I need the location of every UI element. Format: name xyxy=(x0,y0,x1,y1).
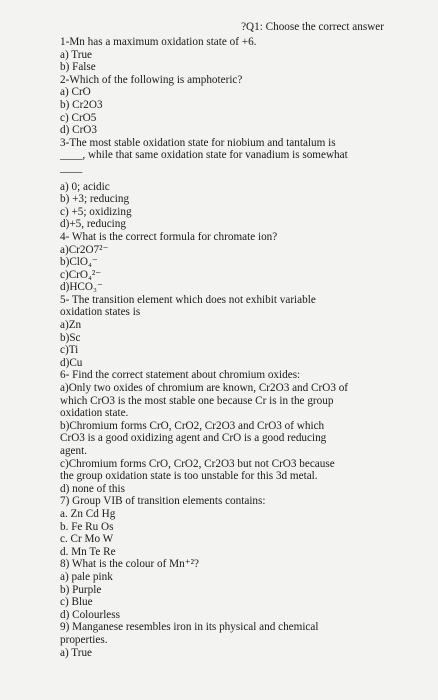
text-line: c)Chromium forms CrO, CrO2, Cr2O3 but not CrO3 because xyxy=(60,457,335,470)
text-line: a) 0; acidic xyxy=(60,180,110,193)
text-line: 1-Mn has a maximum oxidation state of +6. xyxy=(60,36,257,48)
text-line: c) Blue xyxy=(60,596,93,609)
question-header: ?Q1: Choose the correct answer xyxy=(241,21,384,33)
text-line: d) CrO3 xyxy=(60,124,97,137)
text-line: oxidation states is xyxy=(60,306,141,319)
text-line: properties. xyxy=(60,633,108,646)
text-line: b)Chromium forms CrO, CrO2, Cr2O3 and CrO3 of which xyxy=(60,419,325,432)
text-line: the group oxidation state is too unstable for this 3d metal. xyxy=(60,470,318,483)
text-line: b) False xyxy=(60,61,96,74)
text-line: 4- What is the correct formula for chromate ion? xyxy=(60,230,278,243)
text-line: c)CrO₄²⁻ xyxy=(60,268,102,281)
text-line: agent. xyxy=(60,445,88,457)
text-line: 3-The most stable oxidation state for niobium and tantalum is xyxy=(60,136,336,149)
text-line: d)HCO₃⁻ xyxy=(60,281,103,294)
text-line: 7) Group VIB of transition elements contains: xyxy=(60,495,266,508)
text-line: 9) Manganese resembles iron in its physical and chemical xyxy=(60,621,319,634)
text-line: 5- The transition element which does not exhibit variable xyxy=(60,293,316,306)
text-line: ____ xyxy=(60,161,83,174)
text-line: oxidation state. xyxy=(60,407,129,420)
text-line: b) Purple xyxy=(60,583,102,596)
question-lines xyxy=(60,36,398,659)
text-line: c. Cr Mo W xyxy=(60,533,114,546)
text-line: ____, while that same oxidation state for vanadium is somewhat xyxy=(60,149,348,162)
text-line: a) pale pink xyxy=(60,570,113,583)
text-line: d) none of this xyxy=(60,482,125,495)
text-line: d)Cu xyxy=(60,356,83,369)
text-line: b) Cr2O3 xyxy=(60,98,103,111)
text-line: c) +5; oxidizing xyxy=(60,205,132,218)
text-line: d) Colourless xyxy=(60,608,120,621)
text-line: a) CrO xyxy=(60,86,91,99)
text-line: c)Ti xyxy=(60,344,79,357)
text-line: a)Zn xyxy=(60,319,82,332)
text-line: b)Sc xyxy=(60,331,81,344)
text-line: a) True xyxy=(60,646,93,659)
text-line: b) +3; reducing xyxy=(60,193,130,206)
text-line: CrO3 is a good oxidizing agent and CrO is a good reducing xyxy=(60,432,327,445)
text-line: a)Only two oxides of chromium are known, Cr2O3 and CrO3 of xyxy=(60,382,349,395)
text-line: a)Cr2O7²⁻ xyxy=(60,243,109,256)
text-line: 6- Find the correct statement about chromium oxides: xyxy=(60,369,301,382)
text-line: d. Mn Te Re xyxy=(60,545,116,558)
text-line: 8) What is the colour of Mn⁺²? xyxy=(60,558,199,571)
text-line: b. Fe Ru Os xyxy=(60,520,114,533)
text-line: 2-Which of the following is amphoteric? xyxy=(60,73,243,86)
text-line: c) CrO5 xyxy=(60,111,97,124)
text-line: which CrO3 is the most stable one because Cr is in the group xyxy=(60,394,334,407)
text-line: b)ClO₄⁻ xyxy=(60,256,98,269)
text-line: d)+5, reducing xyxy=(60,218,126,231)
text-line: a) True xyxy=(60,48,93,61)
text-line: a. Zn Cd Hg xyxy=(60,507,116,520)
